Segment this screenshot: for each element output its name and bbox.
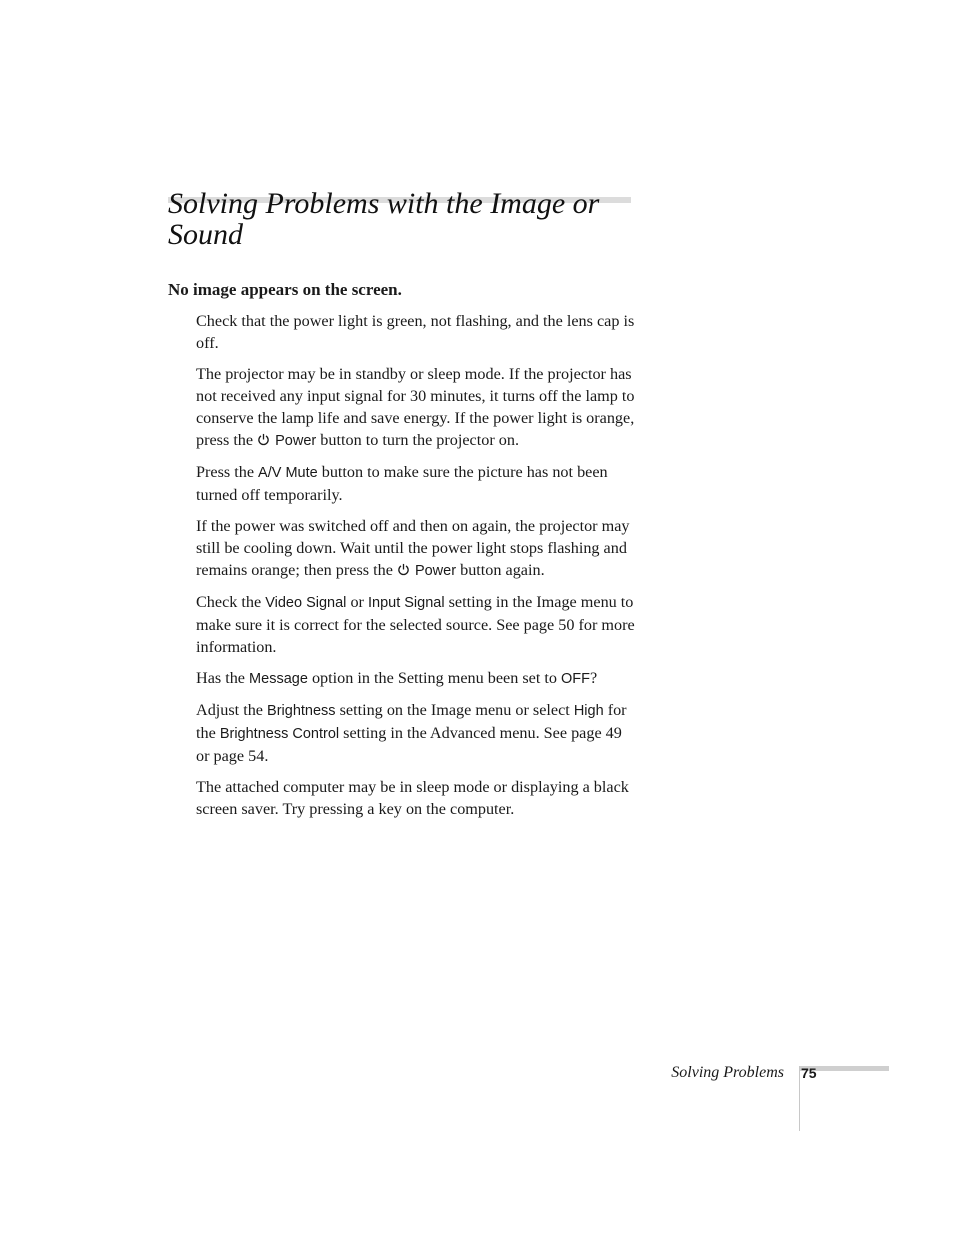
paragraph-computer-sleep: The attached computer may be in sleep mode or displaying a black screen saver. Try pressing a key on the computer. xyxy=(196,778,629,818)
brightness-label: Brightness xyxy=(267,703,336,719)
text-run: option in the Setting menu been set to xyxy=(307,669,562,687)
power-button-label: Power xyxy=(275,433,317,449)
brightness-control-label: Brightness Control xyxy=(219,726,340,742)
paragraph-standby xyxy=(196,363,636,452)
text-run: Press the xyxy=(196,463,259,481)
section-subhead: No image appears on the screen. xyxy=(168,280,402,299)
text-run: button again. xyxy=(456,561,545,579)
paragraph-cooling xyxy=(196,515,636,582)
power-icon xyxy=(257,433,270,446)
input-signal-label: Input Signal xyxy=(367,595,445,611)
high-label: High xyxy=(573,703,604,719)
footer-section-title: Solving Problems xyxy=(671,1064,784,1081)
text-run: Check the xyxy=(196,593,266,611)
page-number: 75 xyxy=(801,1065,817,1081)
text-run: button to make sure the picture has not been turned off temporarily. xyxy=(196,463,608,504)
video-signal-label: Video Signal xyxy=(265,595,347,611)
text-run: The projector may be in standby or sleep mode. If the projector has not received any input signal for 30 minutes, it turns off the lamp to conserve the lamp life and save energy. If the power light is orange, press the xyxy=(196,365,635,449)
paragraph-av-mute xyxy=(196,461,636,506)
text-run: If the power was switched off and then on again, the projector may still be cooling down. Wait until the power light stops flashing and remains orange; then press the xyxy=(196,517,630,579)
text-run: Adjust the xyxy=(196,701,268,719)
text-run: setting in the Advanced menu. See page 49 or page 54. xyxy=(196,724,622,765)
av-mute-label: A/V Mute xyxy=(258,465,318,481)
paragraph-power-light: Check that the power light is green, not flashing, and the lens cap is off. xyxy=(196,312,635,352)
paragraph-brightness xyxy=(196,699,636,767)
text-run: or xyxy=(346,593,368,611)
page-title: Solving Problems with the Image or Sound xyxy=(168,187,600,251)
text-run: ? xyxy=(590,669,598,687)
text-run: Has the xyxy=(196,669,250,687)
body-text xyxy=(196,310,636,829)
power-icon xyxy=(397,563,410,576)
power-button-label: Power xyxy=(414,563,457,579)
text-run: setting on the Image menu or select xyxy=(335,701,574,719)
off-label: OFF xyxy=(561,671,591,687)
text-run: button to turn the projector on. xyxy=(316,431,520,449)
paragraph-message xyxy=(196,667,636,690)
text-run: setting in the Image menu to make sure it is correct for the selected source. See page 50 for more information. xyxy=(196,593,635,656)
paragraph-signal xyxy=(196,591,636,658)
text-run: for the xyxy=(196,701,627,742)
message-label: Message xyxy=(249,671,308,687)
footer-divider xyxy=(799,1066,800,1131)
